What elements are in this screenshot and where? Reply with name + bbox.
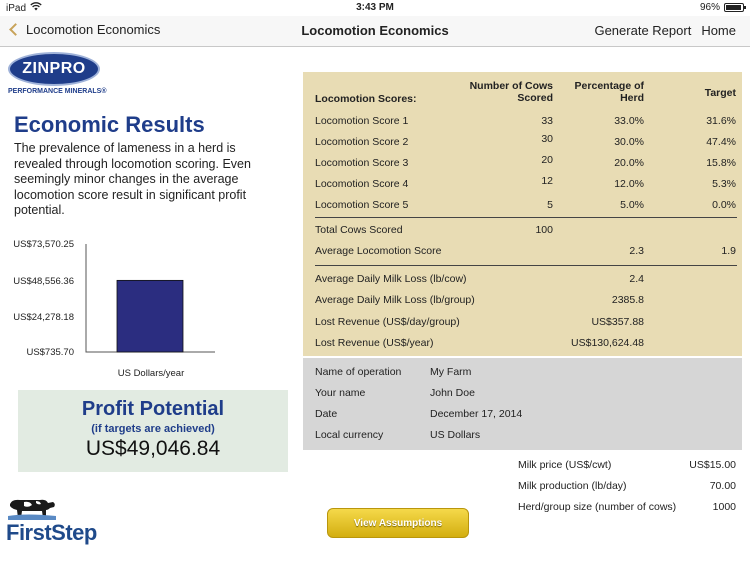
score-percentage: 30.0% — [614, 136, 644, 148]
zinpro-tagline: PERFORMANCE MINERALS® — [8, 88, 107, 95]
device-label: iPad — [6, 2, 27, 14]
score-target: 31.6% — [706, 115, 736, 127]
score-cows[interactable]: 5 — [547, 199, 553, 211]
back-button[interactable] — [8, 22, 160, 37]
score-cows[interactable]: 30 — [541, 133, 553, 145]
score-label: Locomotion Score 3 — [315, 157, 409, 169]
chart-bar — [117, 280, 183, 352]
average-score-target: 1.9 — [721, 245, 736, 257]
header-number-of-cows: Number of Cows Scored — [469, 80, 553, 104]
divider — [315, 265, 737, 266]
assumption-value: US$15.00 — [689, 459, 736, 471]
score-percentage: 12.0% — [614, 178, 644, 190]
y-tick-label: US$735.70 — [26, 347, 74, 358]
score-target: 0.0% — [712, 199, 736, 211]
battery-percent: 96% — [699, 2, 720, 13]
score-target: 15.8% — [706, 157, 736, 169]
table-header-row — [303, 80, 742, 106]
total-cows-value: 100 — [535, 224, 553, 236]
info-label: Name of operation — [315, 366, 402, 378]
result-value: US$130,624.48 — [571, 337, 644, 349]
score-percentage: 20.0% — [614, 157, 644, 169]
firststep-wordmark: FirstStep — [6, 520, 97, 545]
score-label: Locomotion Score 2 — [315, 136, 409, 148]
assumption-value: 1000 — [712, 501, 736, 513]
score-cows[interactable]: 20 — [541, 154, 553, 166]
total-cows-label: Total Cows Scored — [315, 224, 403, 236]
result-label: Lost Revenue (US$/year) — [315, 337, 434, 349]
result-label: Average Daily Milk Loss (lb/cow) — [315, 273, 467, 285]
operation-info-panel — [303, 358, 742, 450]
y-tick-label: US$73,570.25 — [13, 239, 74, 250]
result-label: Lost Revenue (US$/day/group) — [315, 316, 460, 328]
status-time: 3:43 PM — [356, 2, 394, 13]
page-title: Locomotion Economics — [301, 23, 449, 38]
y-tick-label: US$48,556.36 — [13, 276, 74, 288]
status-bar — [0, 0, 750, 16]
header-locomotion-scores: Locomotion Scores: — [315, 93, 417, 105]
status-right — [700, 2, 744, 13]
assumption-label: Herd/group size (number of cows) — [518, 501, 677, 513]
chart-x-label: US Dollars/year — [117, 368, 185, 379]
result-value: 2.4 — [629, 273, 644, 285]
y-tick-label: US$24,278.18 — [13, 312, 74, 324]
info-value[interactable]: John Doe — [430, 387, 475, 399]
assumption-label: Milk production (lb/day) — [518, 480, 627, 492]
score-percentage: 33.0% — [614, 115, 644, 127]
divider — [315, 217, 737, 218]
score-label: Locomotion Score 5 — [315, 199, 409, 211]
assumption-value: 70.00 — [709, 480, 736, 492]
header-target: Target — [704, 87, 736, 99]
economic-results-title: Economic Results — [14, 112, 205, 137]
info-label: Date — [315, 408, 338, 420]
score-target: 5.3% — [712, 178, 736, 190]
average-score-value: 2.3 — [629, 245, 644, 257]
view-assumptions-button[interactable]: View Assumptions — [327, 508, 469, 538]
result-label: Average Daily Milk Loss (lb/group) — [315, 294, 475, 306]
info-value[interactable]: My Farm — [430, 366, 472, 378]
profit-potential-subtitle: (if targets are achieved) — [91, 423, 215, 435]
cow-icon — [6, 496, 58, 522]
score-label: Locomotion Score 1 — [315, 115, 409, 127]
result-value: 2385.8 — [611, 294, 644, 306]
profit-potential-box — [18, 390, 288, 472]
score-cows[interactable]: 33 — [541, 115, 553, 127]
back-button-label: Locomotion Economics — [26, 22, 161, 37]
home-button[interactable]: Home — [701, 23, 736, 38]
zinpro-logo — [8, 52, 107, 95]
firststep-logo — [6, 496, 97, 546]
nav-actions — [594, 23, 736, 38]
chevron-left-icon — [9, 23, 22, 36]
economic-results-chart — [0, 232, 300, 382]
info-label: Local currency — [315, 429, 384, 441]
average-score-label: Average Locomotion Score — [315, 245, 442, 257]
navigation-bar — [0, 16, 750, 47]
score-label: Locomotion Score 4 — [315, 178, 409, 190]
score-target: 47.4% — [706, 136, 736, 148]
result-value: US$357.88 — [591, 316, 644, 328]
economic-results-description: The prevalence of lameness in a herd is revealed through locomotion scoring. Even seemingly minor changes in the average locomotion score result in significant profit potential. — [14, 141, 251, 217]
info-value[interactable]: US Dollars — [430, 429, 481, 441]
locomotion-scores-panel — [303, 72, 742, 356]
zinpro-logo-mark: ZINPRO — [8, 52, 100, 86]
info-value[interactable]: December 17, 2014 — [430, 408, 523, 420]
score-percentage: 5.0% — [620, 199, 644, 211]
assumption-label: Milk price (US$/cwt) — [518, 459, 612, 471]
info-label: Your name — [315, 387, 366, 399]
header-percentage-of-herd: Percentage of Herd — [574, 80, 644, 104]
score-cows[interactable]: 12 — [541, 175, 553, 187]
generate-report-button[interactable]: Generate Report — [594, 23, 692, 38]
profit-potential-value: US$49,046.84 — [85, 437, 221, 460]
profit-potential-title: Profit Potential — [81, 398, 225, 420]
battery-icon — [724, 3, 744, 12]
